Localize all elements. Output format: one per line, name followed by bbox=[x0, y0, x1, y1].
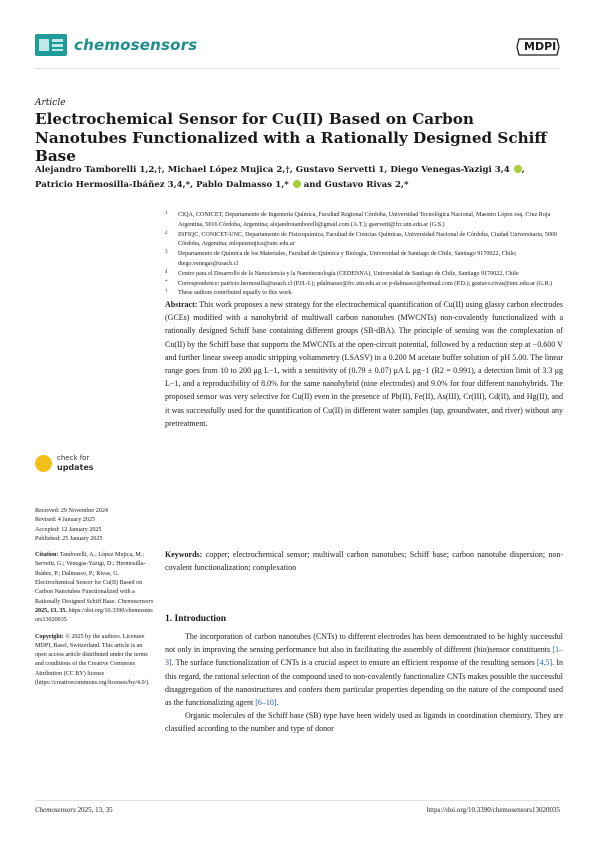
footer-divider bbox=[35, 800, 560, 801]
authors-line-2-end: and Gustavo Rivas 2,* bbox=[303, 179, 409, 190]
published-date: Published: 25 January 2025 bbox=[35, 535, 103, 542]
citation-doi-link[interactable]: https://doi.org/10.3390/chemosensors13020035 bbox=[35, 607, 153, 624]
header-divider bbox=[35, 68, 560, 69]
authors-line-2: Patricio Hermosilla-Ibáñez 3,4,*, Pablo Dalmasso 1,* bbox=[35, 179, 289, 190]
keywords-label: Keywords: bbox=[165, 550, 203, 559]
keywords bbox=[165, 548, 563, 574]
keywords-text: copper; electrochemical sensor; multiwall carbon nanotubes; Schiff base; carbon nanotube dispersion; non-covalent functionalization; complexation bbox=[165, 550, 564, 573]
orcid-icon[interactable] bbox=[293, 180, 301, 188]
paragraph: The incorporation of carbon nanotubes (CNTs) to different electrodes has been demonstrated to be highly successful not only in improving the sensing performance but also in facilitating the assembly of different (bio)sensor constituents [1–3]. The surface functionalization of CNTs is a crucial aspect to ensure an efficient response of the resulting sensors [4,5]. In this regard, the rational selection of the compound used to non-covalently functionalize CNTs makes possible the successful disaggregation of the nanostructures and confers them particular properties depending on the nature of the compound used as the functionalizing agent [6–10]. bbox=[165, 632, 563, 708]
citation-link[interactable]: [6–10] bbox=[255, 698, 277, 708]
abstract bbox=[165, 298, 563, 430]
affiliation-item: 1 CIQA, CONICET, Departamento de Ingeniería Química, Facultad Regional Córdoba, Universidad Tecnológica Nacional, Maestro López esq. Cruz Roja Argentina, 5016 Córdoba, Argentina; alejandrotamborelli@gmail.com (A.T.); gservetti@frc.utn.edu.ar (G.S.) bbox=[165, 211, 551, 228]
section-heading: 1. Introduction bbox=[165, 614, 227, 624]
affiliations bbox=[165, 211, 565, 299]
journal-logo-icon bbox=[35, 34, 67, 56]
citation-block: Citation: Tamborelli, A.; López Mujica, M.; Servetti, G.; Venegas-Yazigi, D.; Hermosilla-Ibáñez, P.; Dalmasso, P.; Rivas, G. Electrochemical Sensor for Cu(II) Based on Carbon Nanotubes Functionalized with a Rationally Designed Schiff Base. Chemosensors 2025, 13, 35. https://doi.org/10.3390/chemosensors13020035 bbox=[35, 552, 154, 624]
check-for-updates-button[interactable]: check for updates bbox=[35, 453, 125, 475]
accepted-date: Accepted: 12 January 2025 bbox=[35, 526, 102, 533]
affiliation-item: 2 INFIQC, CONICET-UNC, Departamento de Fisicoquímica, Facultad de Ciencias Químicas, Universidad Nacional de Córdoba, Ciudad Universitaria, 5000 Córdoba, Argentina; mlopezmujica@unc.edu.ar bbox=[165, 230, 558, 248]
author-list: Alejandro Tamborelli 1,2,†, Michael López Mujica 2,†, Gustavo Servetti 1, Diego Venegas-Yazigi 3,4 , Patricio Hermosilla-Ibáñez 3,4,*, Pablo Dalmasso 1,* and Gustavo Rivas 2,* bbox=[35, 165, 525, 190]
correspondence: * Correspondence: patricio.hermosilla@usach.cl (P.H.-I.); pdalmasso@frc.utn.edu.ar or p-dalmasso@hotmail.com (P.D.); gustavo.rivas@unc.edu.ar (G.R.) bbox=[165, 279, 553, 287]
article-title: Electrochemical Sensor for Cu(II) Based on Carbon Nanotubes Functionalized with a Rationally Designed Schiff Base bbox=[35, 110, 547, 165]
copyright-block: Copyright: © 2025 by the authors. Licensee MDPI, Basel, Switzerland. This article is an open access article distributed under the terms and conditions of the Creative Commons Attribution (CC BY) license (https://creativecommons.org/licenses/by/4.0/). bbox=[35, 633, 150, 687]
publisher-logo[interactable] bbox=[515, 37, 561, 57]
footer-citation: Chemosensors 2025, 13, 35 bbox=[35, 806, 113, 814]
authors-line-1: Alejandro Tamborelli 1,2,†, Michael López Mujica 2,†, Gustavo Servetti 1, Diego Venegas-Yazigi 3,4 bbox=[35, 165, 510, 175]
citation-link[interactable]: [1–3] bbox=[165, 645, 563, 668]
paragraph: Organic molecules of the Schiff base (SB) type have been widely used as ligands in coordination chemistry. They are classified according to the number and type of donor bbox=[165, 711, 563, 734]
journal-name[interactable]: chemosensors bbox=[74, 36, 198, 54]
orcid-icon[interactable] bbox=[514, 165, 522, 173]
article-sidebar bbox=[35, 507, 155, 688]
affiliation-item: 4 Centro para el Desarrollo de la Nanociencia y la Nanotecnología (CEDENNA), Universidad de Santiago de Chile, Santiago 9170022, Chile bbox=[165, 269, 519, 277]
footer-doi-link[interactable]: https://doi.org/10.3390/chemosensors13020035 bbox=[426, 806, 560, 814]
abstract-text: This work proposes a new strategy for the electrochemical quantification of Cu(II) using glassy carbon electrodes (GCEs) modified with a nanohybrid of multiwall carbon nanotubes (MWCNTs) non-covalently functionalized with a rationally designed Schiff base containing different groups (SB-dBA). The principle of sensing was the complexation of Cu(II) by the Schiff base that supports the MWCNTs at the open-circuit potential, followed by a reduction step at −0.600 V and further linear sweep anodic stripping voltammetry (LSASV) in a 0.200 M acetate buffer solution of pH 5.00. The linear range goes from 10 to 200 μg L−1, with a sensitivity of (0.79 ± 0.07) μA L μg−1 (R2 = 0.991), a detection limit of 3.3 μg L−1, and a reproducibility of 8.0% for the same nanohybrid (nine electrodes) and 9.0% for four different nanohybrids. The proposed sensor was very selective for Cu(II) even in the presence of Pb(II), Fe(II), As(III), Cr(III), Cd(II), and Hg(II), and it was successfully used for the quantification of Cu(II) in different water samples (tap, groundwater, and river) without any pretreatment. bbox=[165, 300, 563, 428]
citation-link[interactable]: [4,5] bbox=[536, 658, 553, 668]
update-badge-icon bbox=[35, 455, 52, 472]
abstract-label: Abstract: bbox=[165, 300, 198, 309]
publisher-name: MDPI bbox=[524, 40, 557, 53]
affiliation-item: 3 Departamento de Química de los Materiales, Facultad de Química y Biología, Universidad de Santiago de Chile, Santiago 9170022, Chile; diego.venegas@usach.cl bbox=[165, 250, 517, 267]
revised-date: Revised: 4 January 2025 bbox=[35, 517, 96, 524]
introduction-body bbox=[165, 630, 563, 736]
received-date: Received: 29 November 2024 bbox=[35, 508, 108, 514]
equal-contribution-note: † These authors contributed equally to this work. bbox=[165, 289, 293, 297]
article-type: Article bbox=[35, 98, 66, 108]
